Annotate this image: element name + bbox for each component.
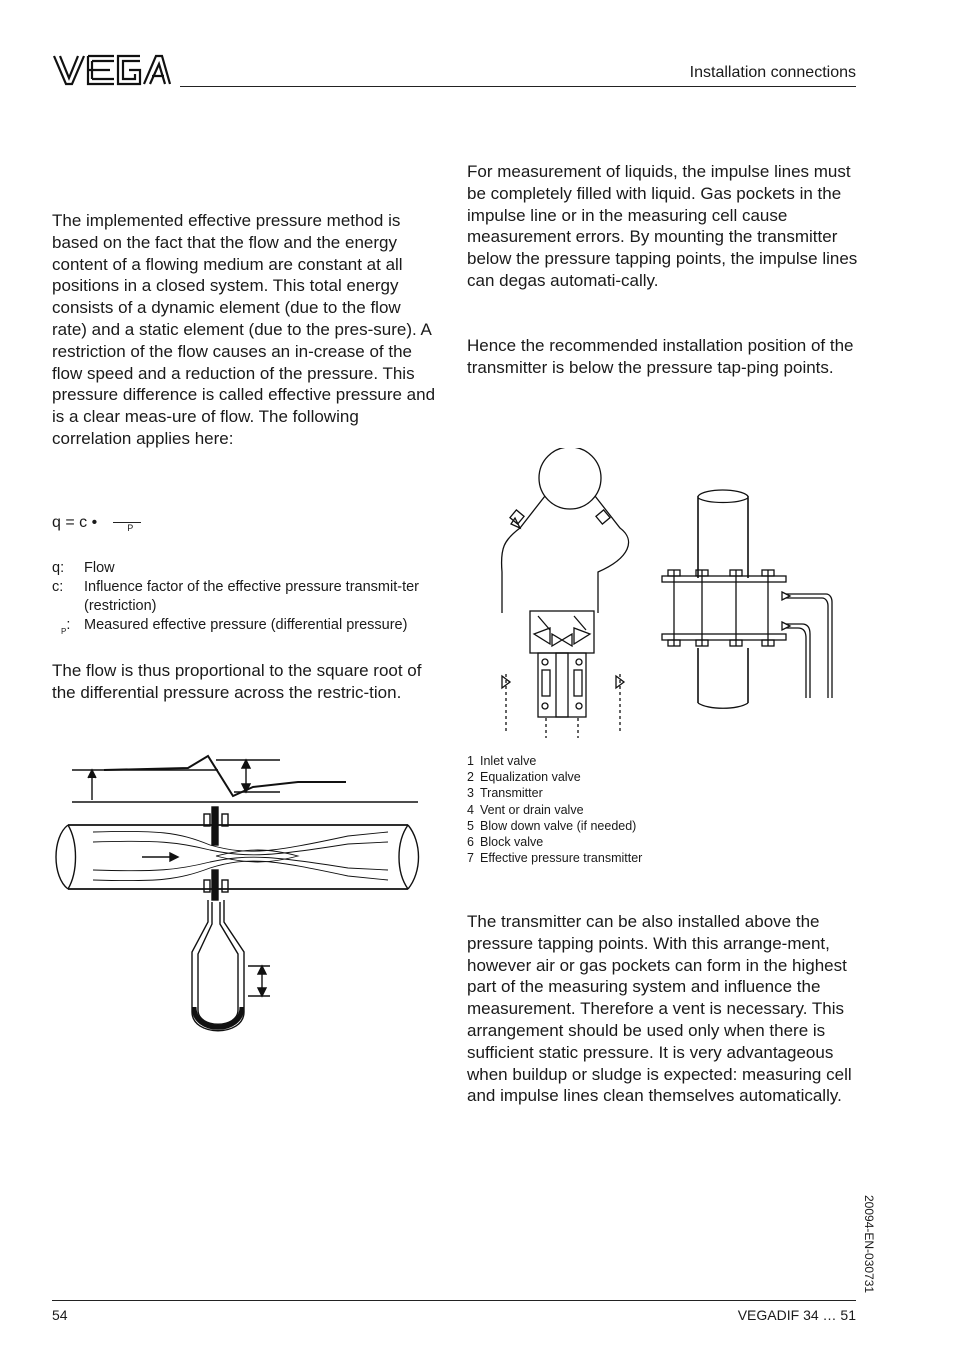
orifice-manometer-diagram — [48, 752, 438, 1042]
legend-item — [52, 578, 440, 616]
header-rule — [180, 86, 856, 87]
legend-item — [52, 559, 440, 578]
legend-item: $_P$: Measured effective pressure (differential pressure) — [52, 616, 440, 641]
intro-paragraph: The implemented effective pressure method is based on the fact that the flow and the energy content of a flowing medium are constant at all positions in a closed system. This total energy consists of a dynamic element (due to the flow rate) and a static element (due to the pres-sure). A restriction of the flow causes an in-crease of the flow speed and a reduction of the pressure. This pressure difference is called effective pressure and is a clear meas-ure of flow. The following correlation applies here: — [52, 211, 436, 448]
flow-formula — [52, 514, 141, 533]
recommended-paragraph: Hence the recommended installation position of the transmitter is below the pressure tap-ping points. — [467, 336, 854, 377]
legend-key: c: — [52, 579, 64, 595]
list-item: 7 Effective pressure transmitter — [467, 851, 643, 866]
page-number: 54 — [52, 1307, 68, 1323]
legend-text: Influence factor of the effective pressure transmit-ter (restriction) — [84, 579, 420, 614]
legend-key: q: — [52, 560, 65, 576]
list-item: 1 Inlet valve — [467, 754, 537, 768]
list-item: 5 Blow down valve (if needed) — [467, 818, 637, 833]
liquids-paragraph: For measurement of liquids, the impulse lines must be completely filled with liquid. Gas pockets in the impulse line or in the measuring cell cause measurement errors. By mounting the transmitter below the pressure tapping points, the impulse lines can degas automati-cally. — [467, 162, 858, 290]
list-item: 2 Equalization valve — [467, 770, 581, 785]
list-item: 3 Transmitter — [467, 786, 543, 801]
parts-list — [467, 753, 859, 866]
legend-text: Measured effective pressure (differential pressure) — [84, 617, 408, 633]
product-name: VEGADIF 34 … 51 — [737, 1307, 856, 1323]
above-installation-paragraph: The transmitter can be also installed above the pressure tapping points. With this arrange-ment, however air or gas pockets can form in the highest part of the measuring system and influence the measurement. Therefore a vent is necessary. This arrangement should be used only when there is sufficient static pressure. It is very advantageous when buildup or sludge is expected: measuring cell and impulse lines clean themselves automatically. — [467, 912, 852, 1106]
document-id: 20094-EN-030731 — [862, 1195, 876, 1294]
footer-rule — [52, 1300, 856, 1301]
legend-text: Flow — [84, 560, 115, 576]
vega-logo — [52, 52, 172, 88]
list-item: 6 Block valve — [467, 835, 544, 850]
formula-radicand: P — [113, 522, 141, 533]
section-title: Installation connections — [689, 64, 856, 81]
legend-key: P — [61, 627, 67, 636]
list-item: 4 Vent or drain valve — [467, 802, 584, 817]
conclusion-paragraph: The flow is thus proportional to the square root of the differential pressure across the restric-tion. — [52, 661, 422, 702]
formula-legend — [52, 559, 440, 641]
installation-diagram — [490, 448, 840, 738]
formula-lhs: q = c • — [52, 514, 98, 531]
